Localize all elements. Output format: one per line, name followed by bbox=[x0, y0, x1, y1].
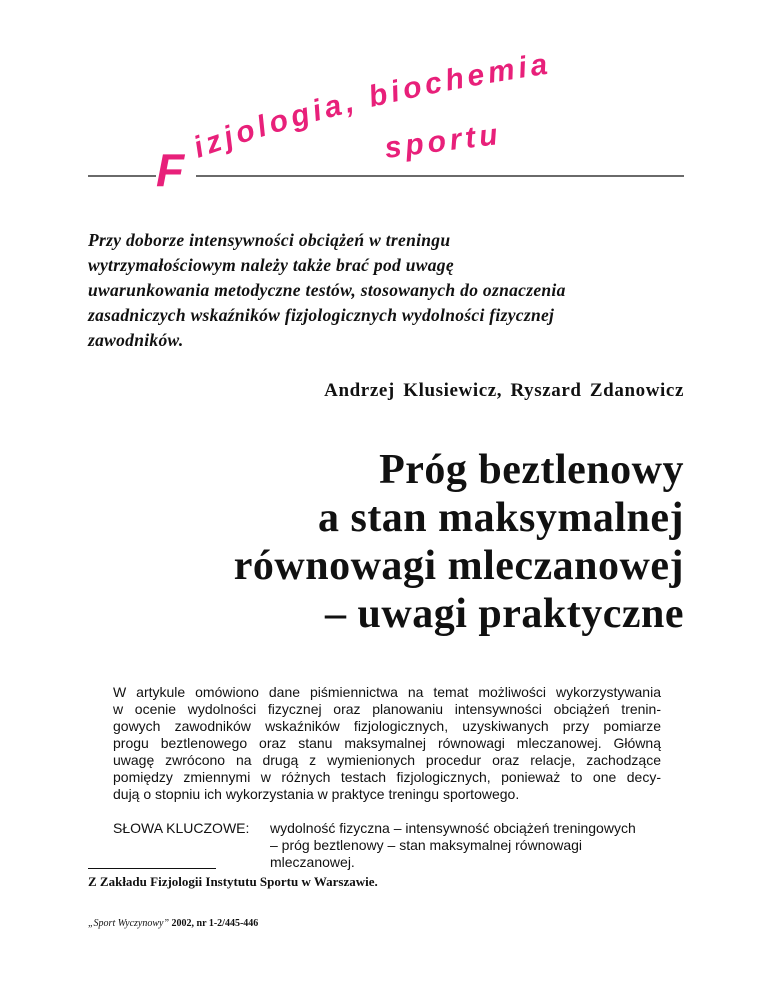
abstract-line: w ocenie wydolności fizycznej oraz planowaniu intensywności obciążeń trenin- bbox=[113, 701, 661, 717]
abstract-line: gowych zawodników wskaźników fizjologicznych, uzyskiwanych przy pomiarze bbox=[113, 718, 661, 734]
keywords-line: – próg beztlenowy – stan maksymalnej równowagi bbox=[270, 837, 583, 853]
section-header-graphic bbox=[0, 0, 768, 200]
citation-journal: „Sport Wyczynowy” bbox=[88, 918, 170, 929]
abstract-line: W artykule omówiono dane piśmiennictwa na temat możliwości wykorzystywania bbox=[113, 684, 661, 700]
abstract-line: dują o stopniu ich wykorzystania w praktyce treningu sportowego. bbox=[113, 786, 520, 802]
abstract-line: progu beztlenowego oraz stanu maksymalnej równowagi mleczanowej. Główną bbox=[113, 735, 661, 751]
keywords-label: SŁOWA KLUCZOWE: bbox=[113, 820, 250, 836]
title-line: równowagi mleczanowej bbox=[233, 543, 684, 589]
keywords-line: mleczanowej. bbox=[270, 854, 355, 870]
title-line: – uwagi praktyczne bbox=[325, 591, 684, 637]
lead-line: wytrzymałościowym należy także brać pod uwagę bbox=[88, 255, 454, 275]
keywords-text bbox=[270, 820, 670, 871]
article-title bbox=[64, 446, 684, 638]
section-header bbox=[0, 0, 768, 200]
lead-paragraph bbox=[88, 228, 688, 353]
section-initial: F bbox=[156, 144, 185, 196]
affiliation: Z Zakładu Fizjologii Instytutu Sportu w Warszawie. bbox=[88, 874, 378, 889]
lead-line: zawodników. bbox=[88, 330, 184, 350]
section-line1: izjologia, biochemia bbox=[189, 47, 554, 165]
authors: Andrzej Klusiewicz, Ryszard Zdanowicz bbox=[324, 380, 684, 401]
lead-line: Przy doborze intensywności obciążeń w treningu bbox=[88, 230, 451, 250]
citation-details: 2002, nr 1-2/445-446 bbox=[169, 918, 259, 929]
lead-line: uwarunkowania metodyczne testów, stosowanych do oznaczenia bbox=[88, 280, 566, 300]
section-line2: sportu bbox=[382, 117, 504, 165]
keywords-line: wydolność fizyczna – intensywność obciążeń treningowych bbox=[270, 820, 636, 836]
lead-line: zasadniczych wskaźników fizjologicznych wydolności fizycznej bbox=[88, 305, 555, 325]
abstract bbox=[113, 684, 661, 803]
title-line: a stan maksymalnej bbox=[317, 495, 684, 541]
title-line: Próg beztlenowy bbox=[379, 447, 684, 493]
citation bbox=[88, 918, 258, 929]
abstract-line: uwagę zwrócono na drugą z wymienionych procedur oraz relacje, zachodzące bbox=[113, 752, 661, 768]
abstract-line: pomiędzy zmiennymi w różnych testach fizjologicznych, ponieważ to one decy- bbox=[113, 769, 661, 785]
footnote-rule bbox=[88, 868, 216, 869]
